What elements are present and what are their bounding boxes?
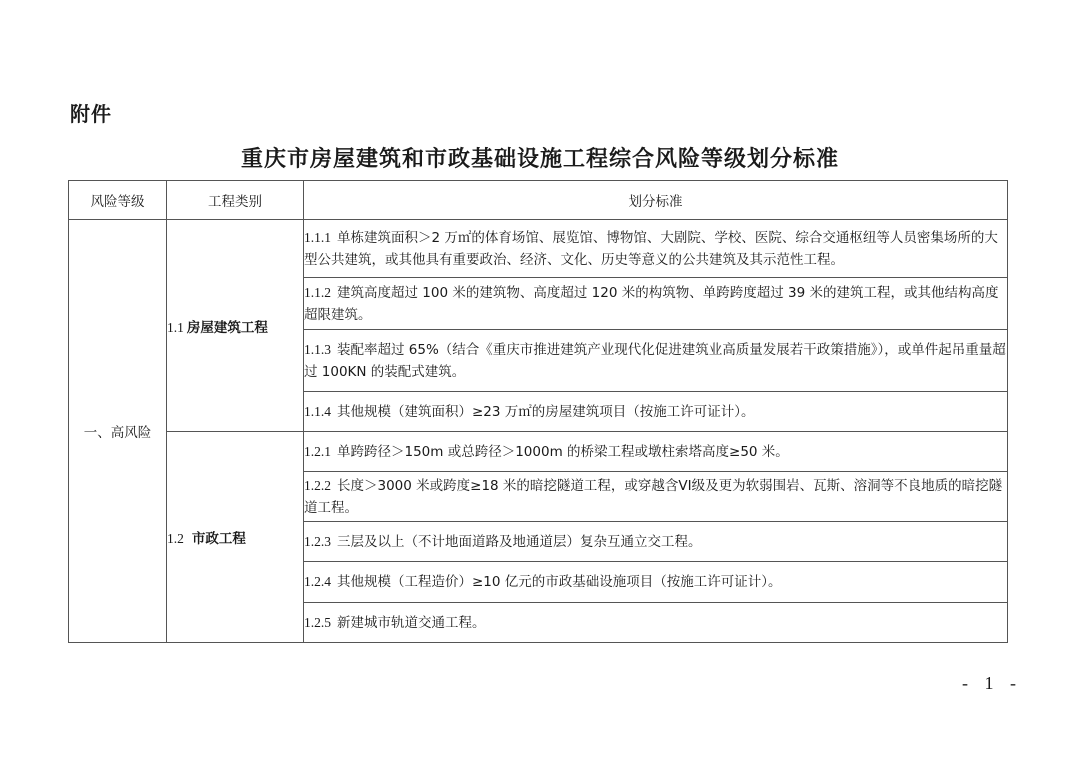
criteria-number: 1.1.4 [304, 403, 331, 419]
category-cell-municipal [167, 432, 304, 643]
criteria-text: 装配率超过 65%（结合《重庆市推进建筑产业现代化促进建筑业高质量发展若干政策措施》），或单件起吊重量超过 100KN 的装配式建筑。 [304, 341, 1006, 380]
criteria-text: 其他规模（建筑面积）≥23 万㎡的房屋建筑项目（按施工许可证计）。 [337, 403, 755, 420]
criteria-text: 建筑高度超过 100 米的建筑物、高度超过 120 米的构筑物、单跨跨度超过 39 米的建筑工程，或其他结构高度超限建筑。 [304, 284, 999, 323]
category-name: 房屋建筑工程 [186, 319, 268, 336]
criteria-number: 1.2.5 [304, 614, 331, 630]
table-row [69, 432, 1008, 472]
table-row [69, 220, 1008, 278]
criteria-cell [304, 392, 1008, 432]
risk-level-cell: 一、高风险 [69, 220, 167, 643]
criteria-number: 1.2.2 [304, 477, 331, 493]
criteria-cell [304, 522, 1008, 562]
criteria-cell [304, 220, 1008, 278]
criteria-cell [304, 432, 1008, 472]
header-criteria: 划分标准 [304, 181, 1008, 220]
criteria-number: 1.2.1 [304, 443, 331, 459]
criteria-cell [304, 562, 1008, 603]
table-header-row [69, 181, 1008, 220]
category-name: 市政工程 [191, 531, 246, 547]
criteria-number: 1.1.3 [304, 341, 331, 357]
criteria-text: 长度＞3000 米或跨度≥18 米的暗挖隧道工程，或穿越含VI级及更为软弱围岩、瓦斯、溶洞等不良地质的暗挖隧道工程。 [304, 477, 1003, 516]
category-number: 1.1 [167, 319, 184, 335]
header-project-category: 工程类别 [167, 181, 304, 220]
page-number: - 1 - [962, 673, 1022, 693]
criteria-cell [304, 603, 1008, 643]
criteria-text: 三层及以上（不计地面道路及地通道层）复杂互通立交工程。 [337, 533, 702, 550]
criteria-text: 新建城市轨道交通工程。 [337, 614, 486, 631]
risk-classification-table [68, 180, 1008, 643]
category-cell-building [167, 220, 304, 432]
criteria-text: 其他规模（工程造价）≥10 亿元的市政基础设施项目（按施工许可证计）。 [337, 574, 782, 590]
criteria-number: 1.2.3 [304, 533, 331, 549]
criteria-number: 1.2.4 [304, 574, 331, 589]
attachment-label: 附件 [70, 102, 112, 126]
criteria-number: 1.1.2 [304, 284, 331, 300]
criteria-text: 单栋建筑面积＞2 万㎡的体育场馆、展览馆、博物馆、大剧院、学校、医院、综合交通枢纽等人员密集场所的大型公共建筑，或其他具有重要政治、经济、文化、历史等意义的公共建筑及其示范性工程。 [304, 229, 998, 268]
document-title: 重庆市房屋建筑和市政基础设施工程综合风险等级划分标准 [240, 147, 839, 172]
criteria-cell [304, 330, 1008, 392]
criteria-cell [304, 278, 1008, 330]
header-risk-level: 风险等级 [69, 181, 167, 220]
category-number: 1.2 [167, 531, 184, 546]
criteria-number: 1.1.1 [304, 229, 331, 245]
criteria-text: 单跨跨径＞150m 或总跨径＞1000m 的桥梁工程或墩柱索塔高度≥50 米。 [337, 443, 789, 460]
criteria-cell [304, 472, 1008, 522]
